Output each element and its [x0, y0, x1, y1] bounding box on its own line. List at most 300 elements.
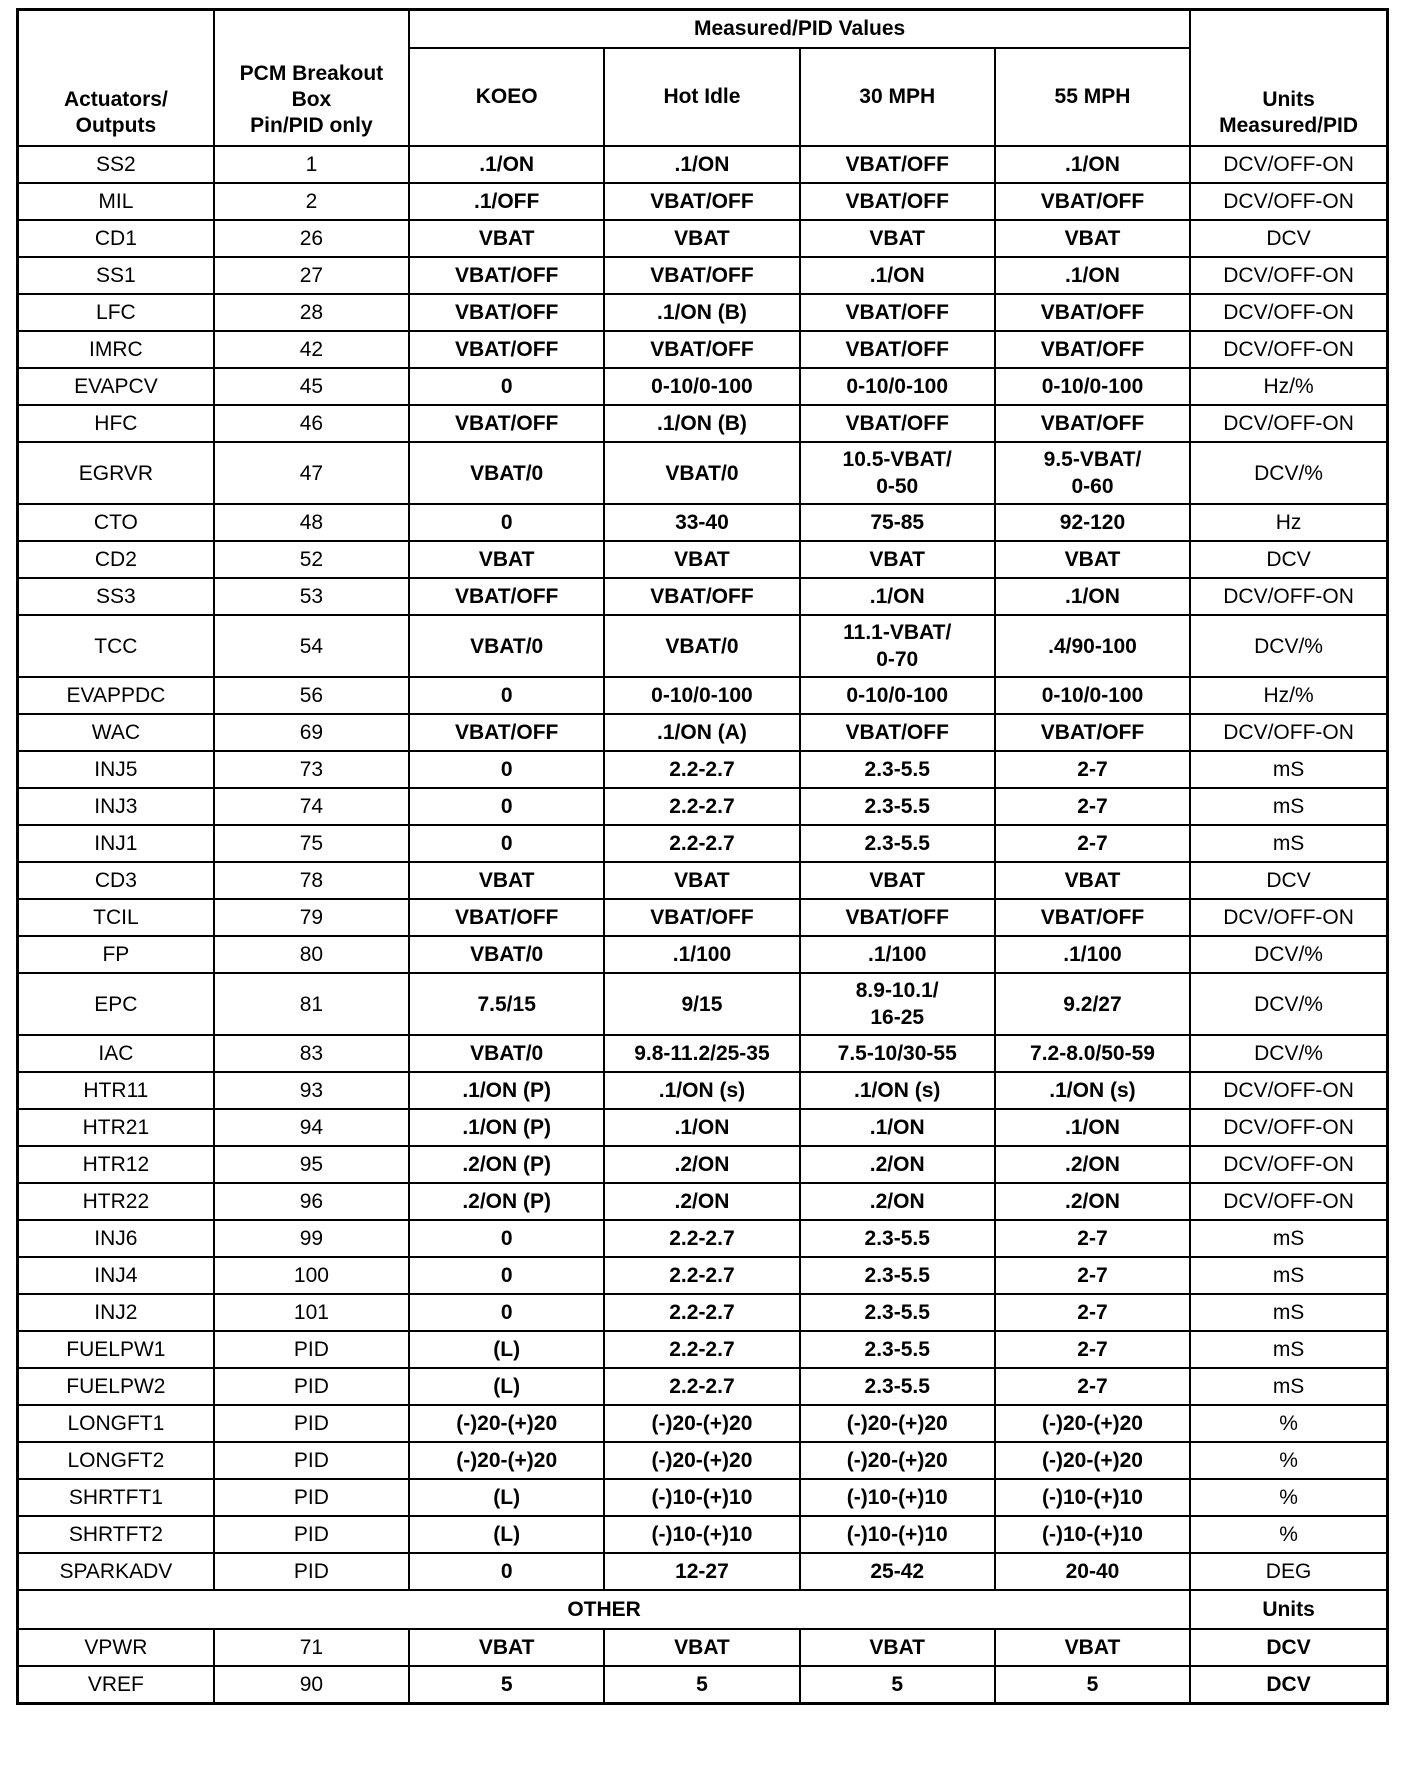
cell-30-mph: VBAT/OFF	[800, 714, 995, 751]
cell-55-mph: 20-40	[995, 1553, 1190, 1590]
cell-55-mph: (-)20-(+)20	[995, 1442, 1190, 1479]
cell-pin: 54	[214, 615, 409, 677]
table-row	[18, 442, 1388, 504]
cell-units: %	[1190, 1479, 1387, 1516]
table-row	[18, 1257, 1388, 1294]
cell-koeo: .1/ON	[409, 146, 604, 183]
cell-hot-idle: VBAT	[604, 1629, 799, 1666]
table-row	[18, 146, 1388, 183]
cell-30-mph-line: 8.9-10.1/	[855, 979, 939, 1002]
cell-pin: 95	[214, 1146, 409, 1183]
cell-55-mph: (-)20-(+)20	[995, 1405, 1190, 1442]
cell-55-mph: VBAT/OFF	[995, 405, 1190, 442]
cell-pin: 81	[214, 973, 409, 1035]
cell-units: mS	[1190, 1294, 1387, 1331]
cell-actuator: SS2	[18, 146, 214, 183]
cell-actuator: HTR12	[18, 1146, 214, 1183]
cell-pin: PID	[214, 1553, 409, 1590]
cell-55-mph: 5	[995, 1666, 1190, 1704]
cell-units: DCV	[1190, 862, 1387, 899]
cell-30-mph: .1/ON	[800, 257, 995, 294]
header-koeo: KOEO	[409, 48, 604, 146]
cell-hot-idle: 0-10/0-100	[604, 368, 799, 405]
other-section	[18, 1590, 1388, 1704]
cell-hot-idle: 2.2-2.7	[604, 1294, 799, 1331]
cell-55-mph: 0-10/0-100	[995, 677, 1190, 714]
cell-pin: 94	[214, 1109, 409, 1146]
cell-30-mph: 0-10/0-100	[800, 368, 995, 405]
cell-30-mph	[800, 442, 995, 504]
header-actuators	[18, 10, 214, 147]
cell-55-mph	[995, 442, 1190, 504]
cell-units: %	[1190, 1405, 1387, 1442]
cell-pin: 28	[214, 294, 409, 331]
cell-actuator: HTR21	[18, 1109, 214, 1146]
cell-pin: PID	[214, 1368, 409, 1405]
cell-koeo: 0	[409, 1220, 604, 1257]
cell-30-mph	[800, 973, 995, 1035]
cell-units: mS	[1190, 788, 1387, 825]
cell-55-mph: VBAT/OFF	[995, 183, 1190, 220]
table-row	[18, 1442, 1388, 1479]
cell-units: DCV	[1190, 541, 1387, 578]
cell-pin: PID	[214, 1405, 409, 1442]
cell-actuator: VPWR	[18, 1629, 214, 1666]
cell-units: DCV/OFF-ON	[1190, 331, 1387, 368]
cell-koeo: (L)	[409, 1368, 604, 1405]
header-units-line2: Measured/PID	[1219, 114, 1358, 137]
cell-units: mS	[1190, 751, 1387, 788]
cell-55-mph: 7.2-8.0/50-59	[995, 1035, 1190, 1072]
cell-actuator: CD1	[18, 220, 214, 257]
table-row	[18, 973, 1388, 1035]
cell-koeo: VBAT/OFF	[409, 578, 604, 615]
cell-30-mph: VBAT	[800, 541, 995, 578]
header-actuators-line1: Actuators/	[63, 88, 168, 111]
cell-hot-idle: 9.8-11.2/25-35	[604, 1035, 799, 1072]
cell-units: %	[1190, 1516, 1387, 1553]
cell-30-mph: 75-85	[800, 504, 995, 541]
cell-units: DCV	[1190, 1629, 1387, 1666]
cell-30-mph: (-)10-(+)10	[800, 1516, 995, 1553]
cell-actuator: EVAPPDC	[18, 677, 214, 714]
cell-30-mph-line: 16-25	[870, 1006, 925, 1029]
cell-hot-idle: 0-10/0-100	[604, 677, 799, 714]
cell-koeo: VBAT/0	[409, 1035, 604, 1072]
cell-units: DCV/OFF-ON	[1190, 1183, 1387, 1220]
other-header-row	[18, 1590, 1388, 1629]
cell-units: DCV	[1190, 1666, 1387, 1704]
cell-pin: 52	[214, 541, 409, 578]
table-row	[18, 751, 1388, 788]
cell-koeo: 0	[409, 825, 604, 862]
cell-55-mph: .1/ON	[995, 146, 1190, 183]
cell-koeo: VBAT/OFF	[409, 899, 604, 936]
header-measured-group: Measured/PID Values	[409, 10, 1190, 49]
cell-30-mph: VBAT	[800, 1629, 995, 1666]
cell-hot-idle: 33-40	[604, 504, 799, 541]
cell-55-mph: .4/90-100	[995, 615, 1190, 677]
table-row	[18, 825, 1388, 862]
cell-units: DCV/%	[1190, 615, 1387, 677]
cell-pin: 42	[214, 331, 409, 368]
cell-pin: 78	[214, 862, 409, 899]
table-row	[18, 1035, 1388, 1072]
cell-koeo: 5	[409, 1666, 604, 1704]
cell-30-mph: VBAT/OFF	[800, 146, 995, 183]
cell-30-mph: (-)10-(+)10	[800, 1479, 995, 1516]
cell-actuator: INJ2	[18, 1294, 214, 1331]
cell-pin: 100	[214, 1257, 409, 1294]
cell-units: DCV/OFF-ON	[1190, 899, 1387, 936]
cell-hot-idle: (-)20-(+)20	[604, 1405, 799, 1442]
header-55-mph: 55 MPH	[995, 48, 1190, 146]
cell-55-mph: VBAT/OFF	[995, 714, 1190, 751]
cell-30-mph: 2.3-5.5	[800, 825, 995, 862]
table-row	[18, 1294, 1388, 1331]
cell-actuator: SS3	[18, 578, 214, 615]
table-row	[18, 1553, 1388, 1590]
cell-units: Hz/%	[1190, 677, 1387, 714]
cell-hot-idle: 2.2-2.7	[604, 1368, 799, 1405]
cell-30-mph: 2.3-5.5	[800, 1294, 995, 1331]
cell-units: DCV/%	[1190, 936, 1387, 973]
cell-units: DCV/OFF-ON	[1190, 1109, 1387, 1146]
cell-pin: 80	[214, 936, 409, 973]
cell-55-mph: 2-7	[995, 751, 1190, 788]
cell-hot-idle: .1/ON (A)	[604, 714, 799, 751]
cell-30-mph: .1/ON	[800, 578, 995, 615]
cell-55-mph: .1/ON (s)	[995, 1072, 1190, 1109]
cell-hot-idle: VBAT/0	[604, 615, 799, 677]
cell-actuator: SHRTFT1	[18, 1479, 214, 1516]
cell-actuator: INJ5	[18, 751, 214, 788]
table-row	[18, 541, 1388, 578]
cell-hot-idle: 12-27	[604, 1553, 799, 1590]
header-pin-line2: Box	[291, 88, 332, 111]
cell-30-mph: 2.3-5.5	[800, 788, 995, 825]
cell-pin: PID	[214, 1442, 409, 1479]
cell-pin: 90	[214, 1666, 409, 1704]
cell-koeo: (-)20-(+)20	[409, 1405, 604, 1442]
cell-actuator: CD3	[18, 862, 214, 899]
cell-pin: 79	[214, 899, 409, 936]
cell-55-mph: .1/100	[995, 936, 1190, 973]
cell-hot-idle: 9/15	[604, 973, 799, 1035]
cell-pin: 69	[214, 714, 409, 751]
cell-pin: 53	[214, 578, 409, 615]
cell-koeo: 0	[409, 368, 604, 405]
cell-55-mph: 2-7	[995, 1294, 1190, 1331]
cell-55-mph: (-)10-(+)10	[995, 1516, 1190, 1553]
cell-30-mph: 2.3-5.5	[800, 1368, 995, 1405]
header-units-line1: Units	[1262, 88, 1315, 111]
cell-units: DCV/%	[1190, 973, 1387, 1035]
cell-55-mph: VBAT/OFF	[995, 294, 1190, 331]
cell-koeo: .2/ON (P)	[409, 1146, 604, 1183]
cell-hot-idle: VBAT/OFF	[604, 899, 799, 936]
cell-actuator: LFC	[18, 294, 214, 331]
cell-pin: 83	[214, 1035, 409, 1072]
cell-koeo: VBAT/OFF	[409, 405, 604, 442]
cell-55-mph: (-)10-(+)10	[995, 1479, 1190, 1516]
cell-units: DCV/OFF-ON	[1190, 1072, 1387, 1109]
table-row	[18, 1479, 1388, 1516]
cell-hot-idle: (-)10-(+)10	[604, 1516, 799, 1553]
cell-55-mph: .2/ON	[995, 1183, 1190, 1220]
cell-55-mph: VBAT	[995, 862, 1190, 899]
cell-55-mph: .1/ON	[995, 578, 1190, 615]
cell-hot-idle: 5	[604, 1666, 799, 1704]
cell-koeo: 0	[409, 1257, 604, 1294]
table-row	[18, 1183, 1388, 1220]
header-units	[1190, 10, 1387, 147]
cell-units: DCV/OFF-ON	[1190, 257, 1387, 294]
cell-30-mph: .1/ON	[800, 1109, 995, 1146]
cell-30-mph: 25-42	[800, 1553, 995, 1590]
cell-actuator: HTR22	[18, 1183, 214, 1220]
cell-30-mph: VBAT/OFF	[800, 405, 995, 442]
cell-units: DCV/OFF-ON	[1190, 578, 1387, 615]
cell-pin: PID	[214, 1331, 409, 1368]
cell-units: mS	[1190, 1257, 1387, 1294]
cell-55-mph: 2-7	[995, 1220, 1190, 1257]
table-row	[18, 1331, 1388, 1368]
cell-koeo: VBAT/OFF	[409, 257, 604, 294]
cell-koeo: 0	[409, 788, 604, 825]
cell-55-mph: .1/ON	[995, 257, 1190, 294]
cell-units: DEG	[1190, 1553, 1387, 1590]
cell-55-mph: VBAT	[995, 541, 1190, 578]
cell-30-mph: .1/100	[800, 936, 995, 973]
cell-koeo: VBAT/0	[409, 442, 604, 504]
cell-hot-idle: .1/ON (s)	[604, 1072, 799, 1109]
cell-55-mph: 0-10/0-100	[995, 368, 1190, 405]
cell-actuator: LONGFT1	[18, 1405, 214, 1442]
cell-koeo: VBAT/OFF	[409, 294, 604, 331]
cell-pin: 1	[214, 146, 409, 183]
cell-hot-idle: 2.2-2.7	[604, 1331, 799, 1368]
cell-units: %	[1190, 1442, 1387, 1479]
table-row	[18, 331, 1388, 368]
table-row	[18, 1666, 1388, 1704]
cell-koeo: VBAT/OFF	[409, 714, 604, 751]
table-row	[18, 714, 1388, 751]
cell-pin: 45	[214, 368, 409, 405]
cell-hot-idle: 2.2-2.7	[604, 825, 799, 862]
cell-55-mph: .1/ON	[995, 1109, 1190, 1146]
cell-units: DCV/OFF-ON	[1190, 146, 1387, 183]
cell-30-mph: (-)20-(+)20	[800, 1405, 995, 1442]
cell-pin: 96	[214, 1183, 409, 1220]
cell-koeo: VBAT/0	[409, 936, 604, 973]
cell-koeo: 0	[409, 1294, 604, 1331]
cell-hot-idle: 2.2-2.7	[604, 751, 799, 788]
cell-koeo: .1/ON (P)	[409, 1072, 604, 1109]
table-row	[18, 899, 1388, 936]
cell-actuator: TCIL	[18, 899, 214, 936]
cell-koeo: VBAT/OFF	[409, 331, 604, 368]
table-row	[18, 677, 1388, 714]
cell-30-mph: 5	[800, 1666, 995, 1704]
cell-units: DCV/%	[1190, 442, 1387, 504]
cell-hot-idle: VBAT	[604, 862, 799, 899]
cell-hot-idle: .1/ON	[604, 146, 799, 183]
cell-actuator: FUELPW2	[18, 1368, 214, 1405]
cell-hot-idle: .2/ON	[604, 1146, 799, 1183]
cell-units: Hz	[1190, 504, 1387, 541]
cell-koeo: (L)	[409, 1516, 604, 1553]
cell-actuator: IMRC	[18, 331, 214, 368]
table-row	[18, 862, 1388, 899]
cell-actuator: INJ4	[18, 1257, 214, 1294]
table-row	[18, 615, 1388, 677]
cell-koeo: .1/OFF	[409, 183, 604, 220]
header-group-row	[18, 10, 1388, 49]
cell-30-mph: VBAT/OFF	[800, 899, 995, 936]
cell-koeo: 0	[409, 1553, 604, 1590]
cell-actuator: LONGFT2	[18, 1442, 214, 1479]
cell-hot-idle: VBAT/OFF	[604, 331, 799, 368]
cell-units: DCV/OFF-ON	[1190, 294, 1387, 331]
cell-units: DCV/OFF-ON	[1190, 183, 1387, 220]
cell-30-mph: VBAT/OFF	[800, 331, 995, 368]
header-pin-line3: Pin/PID only	[250, 114, 373, 137]
cell-pin: 48	[214, 504, 409, 541]
cell-hot-idle: 2.2-2.7	[604, 1220, 799, 1257]
cell-actuator: TCC	[18, 615, 214, 677]
cell-30-mph: .2/ON	[800, 1183, 995, 1220]
cell-actuator: INJ3	[18, 788, 214, 825]
cell-units: mS	[1190, 1220, 1387, 1257]
cell-30-mph: 7.5-10/30-55	[800, 1035, 995, 1072]
cell-30-mph: 2.3-5.5	[800, 1257, 995, 1294]
cell-koeo: .2/ON (P)	[409, 1183, 604, 1220]
table-row	[18, 1516, 1388, 1553]
cell-koeo: VBAT	[409, 1629, 604, 1666]
table-body	[18, 146, 1388, 1590]
cell-30-mph: 2.3-5.5	[800, 1331, 995, 1368]
cell-actuator: INJ1	[18, 825, 214, 862]
cell-hot-idle: VBAT/OFF	[604, 183, 799, 220]
cell-actuator: CD2	[18, 541, 214, 578]
cell-pin: 26	[214, 220, 409, 257]
cell-actuator: VREF	[18, 1666, 214, 1704]
cell-hot-idle: .1/ON	[604, 1109, 799, 1146]
header-hot-idle: Hot Idle	[604, 48, 799, 146]
cell-pin: 27	[214, 257, 409, 294]
cell-actuator: FP	[18, 936, 214, 973]
cell-actuator: IAC	[18, 1035, 214, 1072]
cell-koeo: VBAT/0	[409, 615, 604, 677]
cell-30-mph: VBAT/OFF	[800, 183, 995, 220]
cell-units: DCV/%	[1190, 1035, 1387, 1072]
other-label: OTHER	[18, 1590, 1191, 1629]
table-row	[18, 1109, 1388, 1146]
table-row	[18, 405, 1388, 442]
cell-55-mph: VBAT	[995, 1629, 1190, 1666]
table-row	[18, 788, 1388, 825]
table-row	[18, 220, 1388, 257]
cell-units: DCV/OFF-ON	[1190, 714, 1387, 751]
cell-55-mph: 2-7	[995, 1368, 1190, 1405]
cell-55-mph: 92-120	[995, 504, 1190, 541]
cell-pin: 46	[214, 405, 409, 442]
cell-55-mph: VBAT/OFF	[995, 899, 1190, 936]
cell-pin: 93	[214, 1072, 409, 1109]
table-row	[18, 504, 1388, 541]
pid-values-table	[16, 8, 1389, 1705]
cell-koeo: VBAT	[409, 862, 604, 899]
cell-units: DCV/OFF-ON	[1190, 1146, 1387, 1183]
cell-hot-idle: .1/100	[604, 936, 799, 973]
cell-actuator: SS1	[18, 257, 214, 294]
cell-30-mph: .2/ON	[800, 1146, 995, 1183]
cell-hot-idle: VBAT/OFF	[604, 257, 799, 294]
table-row	[18, 368, 1388, 405]
cell-koeo: (L)	[409, 1479, 604, 1516]
table-row	[18, 294, 1388, 331]
cell-actuator: EGRVR	[18, 442, 214, 504]
cell-koeo: VBAT	[409, 541, 604, 578]
cell-55-mph: 2-7	[995, 788, 1190, 825]
cell-actuator: SPARKADV	[18, 1553, 214, 1590]
cell-pin: PID	[214, 1479, 409, 1516]
cell-55-mph: 2-7	[995, 1257, 1190, 1294]
cell-units: DCV	[1190, 220, 1387, 257]
cell-30-mph-line: 0-50	[876, 475, 919, 498]
cell-koeo: 0	[409, 677, 604, 714]
cell-pin: 2	[214, 183, 409, 220]
cell-30-mph-line: 10.5-VBAT/	[842, 448, 952, 471]
cell-actuator: SHRTFT2	[18, 1516, 214, 1553]
cell-30-mph-line: 0-70	[876, 648, 919, 671]
cell-koeo: (-)20-(+)20	[409, 1442, 604, 1479]
cell-koeo: VBAT	[409, 220, 604, 257]
cell-30-mph: VBAT	[800, 862, 995, 899]
header-pin-line1: PCM Breakout	[239, 62, 384, 85]
table-row	[18, 1146, 1388, 1183]
table-row	[18, 1368, 1388, 1405]
table-row	[18, 578, 1388, 615]
table-row	[18, 1220, 1388, 1257]
cell-55-mph: 2-7	[995, 1331, 1190, 1368]
cell-55-mph-line: 9.5-VBAT/	[1043, 448, 1142, 471]
cell-hot-idle: 2.2-2.7	[604, 788, 799, 825]
cell-pin: 99	[214, 1220, 409, 1257]
cell-koeo: 0	[409, 751, 604, 788]
cell-actuator: HFC	[18, 405, 214, 442]
cell-30-mph: VBAT/OFF	[800, 294, 995, 331]
cell-pin: 47	[214, 442, 409, 504]
cell-30-mph-line: 11.1-VBAT/	[843, 621, 952, 644]
table-row	[18, 1072, 1388, 1109]
table-row	[18, 1405, 1388, 1442]
cell-pin: 71	[214, 1629, 409, 1666]
cell-30-mph: (-)20-(+)20	[800, 1442, 995, 1479]
cell-55-mph: VBAT	[995, 220, 1190, 257]
header-actuators-line2: Outputs	[75, 114, 157, 137]
cell-actuator: EVAPCV	[18, 368, 214, 405]
cell-units: DCV/OFF-ON	[1190, 405, 1387, 442]
cell-units: mS	[1190, 1331, 1387, 1368]
table-row	[18, 936, 1388, 973]
cell-units: mS	[1190, 825, 1387, 862]
cell-30-mph: 0-10/0-100	[800, 677, 995, 714]
cell-hot-idle: VBAT	[604, 220, 799, 257]
cell-hot-idle: VBAT/OFF	[604, 578, 799, 615]
cell-actuator: FUELPW1	[18, 1331, 214, 1368]
